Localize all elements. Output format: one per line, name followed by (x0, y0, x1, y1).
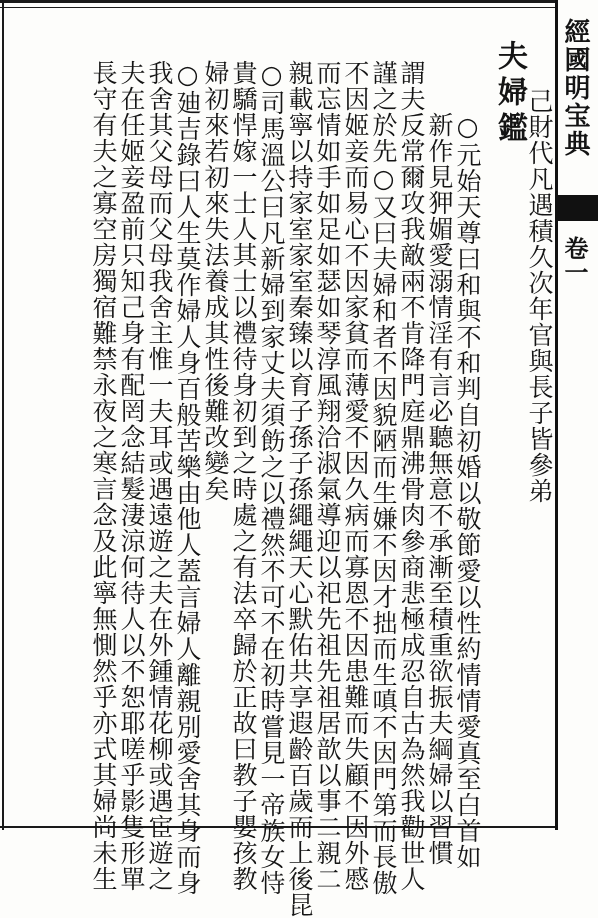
text-column-16: 長守有夫之寡空房獨宿難禁永夜之寒言念及此寧無惻然乎亦式其婦尚未生 (89, 60, 118, 892)
text-column-5: 謂夫反常爾攻我敵兩不肯降門庭鼎沸骨肉參商悲極成忍自古為然我勸世人 (397, 60, 426, 892)
page-margin-strip (555, 0, 598, 830)
top-border (0, 0, 558, 3)
text-column-1: 己財代凡遇積久次年官與長子皆參弟 (525, 88, 554, 504)
top-border-inner (0, 7, 558, 8)
text-column-13: ○廸吉錄曰人生莫作婦人身百般苦樂由他人蓋言婦人離親別愛舍其身而身 (173, 60, 202, 896)
book-title: 經國明宝典 (560, 18, 590, 158)
text-column-6: 謹之於先○又曰夫婦和者不因貌陋而生嫌不因才拙而生嗔不因門第而長傲 (369, 60, 398, 896)
text-column-14: 我舍其父母而父母我舍主惟一夫耳或遇遠遊之夫在外鍾情花柳或遇宦遊之 (145, 60, 174, 892)
text-column-3: ○元始天尊曰和與不和判自初婚以敬節愛以性約情情愛真至白首如 (453, 112, 482, 870)
text-column-4: 新作見狎媚愛溺情淫有言必聽無意不承漸至積重欲振夫綱婦以習慣 (425, 112, 454, 866)
volume-mark: 卷一 (560, 236, 589, 284)
left-border (2, 0, 4, 830)
text-column-11: 貴驕悍嫁一士人其士以禮待身初到之時處之有法卒歸於正故曰教子嬰孩教 (229, 60, 258, 892)
section-heading: 夫婦鑑 (492, 40, 527, 148)
text-column-8: 而忘情如手如足如瑟如琴淳風翔洽淑氣導迎以祀先祖先祖居歆以事二親二 (313, 60, 342, 892)
text-column-10: ○司馬溫公曰凡新婦到家丈夫須飭之以禮然不可不在初時嘗見一帝族女恃 (257, 60, 286, 896)
text-column-15: 夫在任姬妾盈前只知己身有配罔念結髮淒涼何待人以不恕耶嗟乎影隻形單 (117, 60, 146, 892)
text-column-9: 親載寧以持家室家室秦臻以育子孫子孫繩繩天心默佑共享遐齡百歲而上後昆 (285, 60, 314, 918)
text-column-12: 婦初來若初來失法養成其性後難改變矣 (201, 60, 230, 502)
fishtail-mark (558, 195, 598, 221)
text-column-7: 不因姬妾而易心不因家貧而薄愛不因久病而寡恩不因患難而失顧不因外慼 (341, 60, 370, 892)
